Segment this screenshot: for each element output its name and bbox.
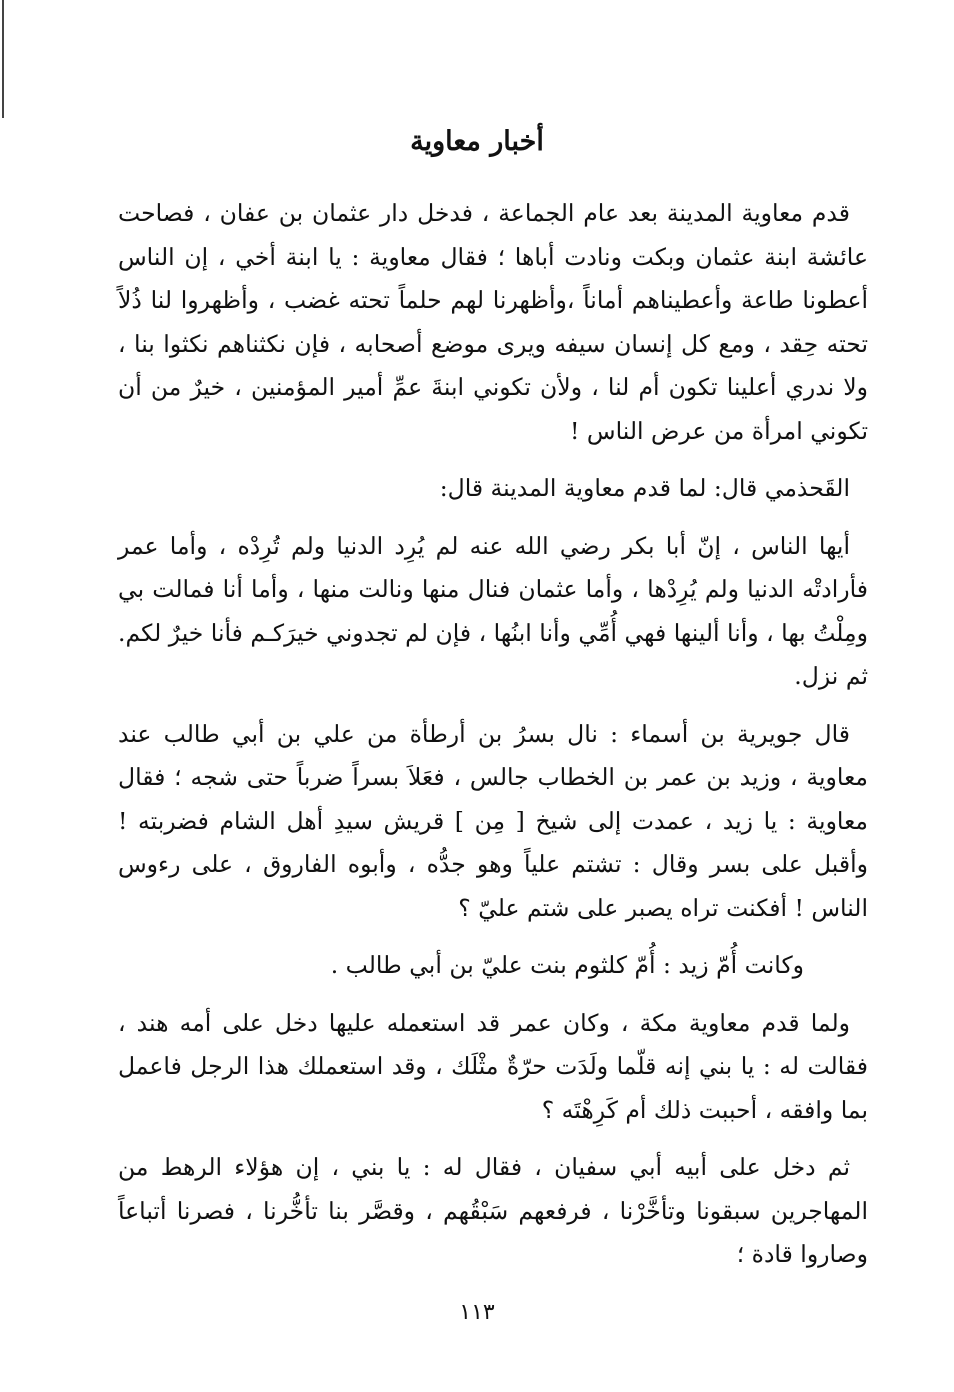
paragraph-7: ثم دخل على أبيه أبي سفيان ، فقال له : يا بني ، إن هؤلاء الرهط من المهاجرين سبقونا وتأخَّرْنا ، فرفعهم سَبْقُهم ، وقصَّر بنا تأخُّرنا ، فصرنا أتباعاً وصاروا قادة ؛ <box>118 1153 868 1268</box>
page-number: ١١٣ <box>459 1300 495 1325</box>
scan-edge-line <box>2 0 4 118</box>
paragraph-1: قدم معاوية المدينة بعد عام الجماعة ، فدخل دار عثمان بن عفان ، فصاحت عائشة ابنة عثمان وبكت ونادت أباها ؛ فقال معاوية : يا ابنة أخي ، إن الناس أعطونا طاعة وأعطيناهم أماناً ،وأظهرنا لهم حلماً تحته غضب ، وأظهروا لنا ذُلاً تحته حِقد ، ومع كل إنسان سيفه ويرى موضع أصحابه ، فإن نكثناهم نكثوا بنا ، ولا ندري أعلينا تكون أم لنا ، ولأن تكوني ابنةَ عمِّ أمير المؤمنين ، خيرٌ من أن تكوني امرأة من عرض الناس ! <box>118 199 868 445</box>
paragraph-6: ولما قدم معاوية مكة ، وكان عمر قد استعمله عليها دخل على أمه هند ، فقالت له : يا بني إنه قلّما ولَدَت حرّةٌ مثْلَك ، وقد استعملك هذا الرجل فاعمل بما وافقه ، أحببت ذلك أم كَرِهْتَه ؟ <box>118 1008 868 1124</box>
page-title: أخبار معاوية <box>410 126 544 157</box>
paragraph-3: أيها الناس ، إنّ أبا بكر رضي الله عنه لم يُرِد الدنيا ولم تُرِدْه ، وأما عمر فأرادتْه الدنيا ولم يُرِدْها ، وأما عثمان فنال منها ونالت منها ، وأما أنا فمالت بي ومِلْتُ بها ، وأنا ألينها فهي أُمِّي وأنا ابنُها ، فإن لم تجدوني خيرَكـم فأنا خيرٌ لكم. ثم نزل. <box>118 531 868 690</box>
paragraph-5: وكانت أُمّ زيد : أُمّ كلثوم بنت عليّ بن أبي طالب . <box>330 951 804 979</box>
paragraph-4: قال جويرية بن أسماء : نال بسرُ بن أرطأة من علي بن أبي طالب عند معاوية ، وزيد بن عمر بن الخطاب جالس ، فعَلاَ بسراً ضرباً حتى شجه ؛ فقال معاوية : يا زيد ، عمدت إلى شيخ [ مِن ] قريش سيدِ أهل الشام فضربته ! وأقبل على بسر وقال : تشتم علياً وهو جدُّه ، وأبوه الفاروق ، على رءوس الناس ! أفكنت تراه يصبر على شتم عليّ ؟ <box>118 719 868 922</box>
page-body <box>118 192 868 1291</box>
paragraph-2: القَحذمي قال: لما قدم معاوية المدينة قال: <box>439 474 850 502</box>
